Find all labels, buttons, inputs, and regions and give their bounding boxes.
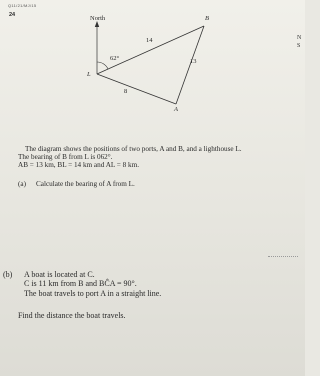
intro-line-2: The bearing of B from L is 062°.	[18, 153, 113, 161]
intro-line-3: AB = 13 km, BL = 14 km and AL = 8 km.	[18, 161, 140, 169]
intro-line-1: The diagram shows the positions of two ports, A and B, and a lighthouse L.	[25, 145, 242, 153]
distance-lb: 14	[146, 37, 153, 44]
point-a-label: A	[174, 106, 178, 113]
part-b-line-1: A boat is located at C.	[24, 270, 95, 279]
angle-label: 62°	[110, 55, 120, 62]
exam-code: Q11/21/MJ/15	[8, 3, 37, 8]
part-b-line-4: Find the distance the boat travels.	[18, 311, 126, 320]
part-a-label: (a)	[18, 180, 26, 188]
line-la	[97, 74, 176, 104]
distance-ba: 13	[190, 58, 197, 65]
point-b-label: B	[205, 15, 209, 22]
part-b-line-3: The boat travels to port A in a straight line.	[24, 289, 162, 298]
part-b-label: (b)	[3, 270, 13, 279]
margin-cut-n: N	[297, 35, 302, 41]
margin-cut-s: S	[297, 43, 301, 49]
part-a-text: Calculate the bearing of A from L.	[36, 180, 135, 188]
point-l-label: L	[87, 71, 91, 78]
distance-la: 8	[124, 88, 128, 95]
line-lb	[97, 26, 204, 74]
angle-arc	[97, 62, 108, 69]
answer-line-a	[268, 256, 298, 257]
part-b-line-2: C is 11 km from B and BĈA = 90°.	[24, 279, 137, 288]
north-label: North	[90, 15, 106, 22]
question-number: 24	[9, 12, 16, 18]
line-ba	[176, 26, 204, 104]
